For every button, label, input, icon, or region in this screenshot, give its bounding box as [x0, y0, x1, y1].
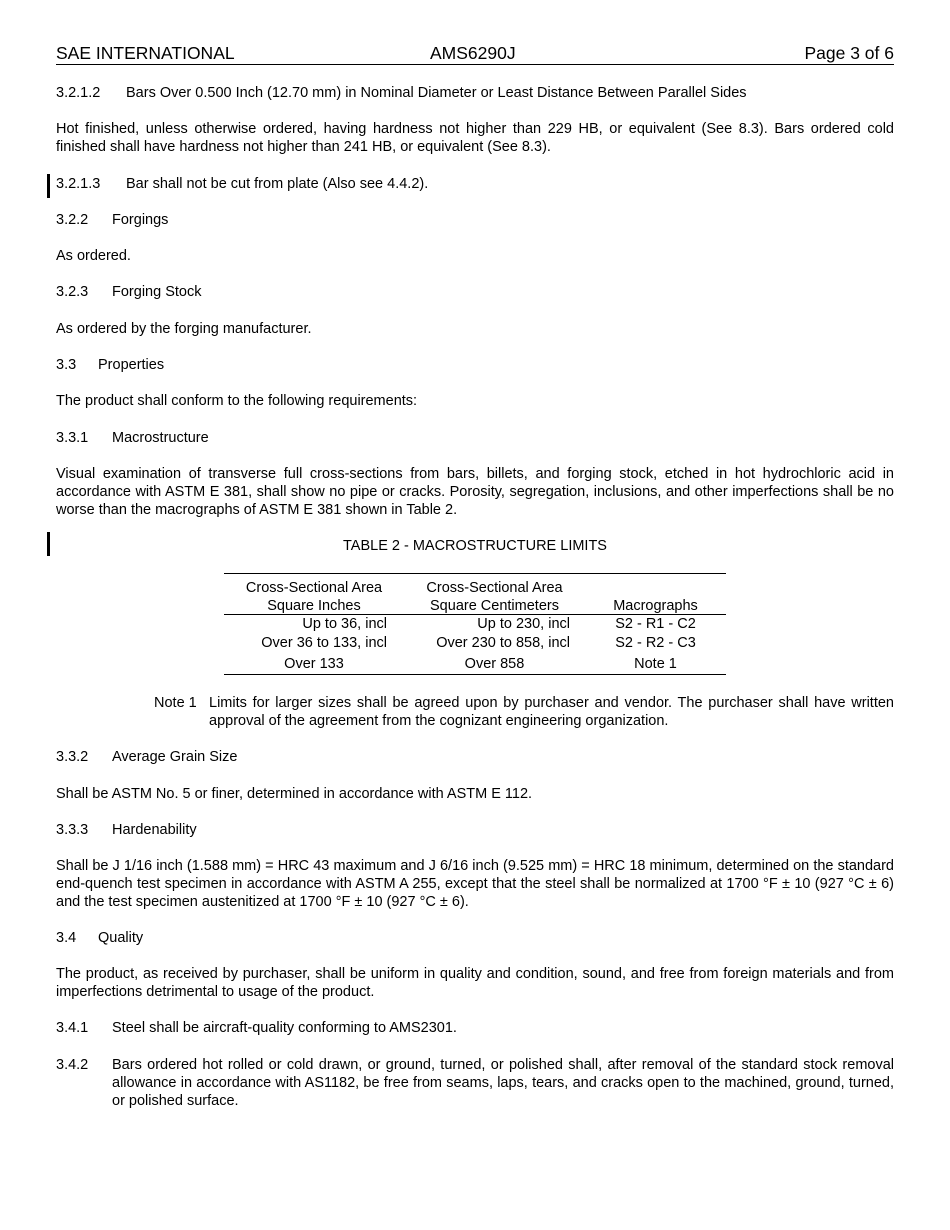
- section-text: Bar shall not be cut from plate (Also see 4.4.2).: [126, 176, 429, 192]
- header-page-number: Page 3 of 6: [804, 43, 894, 63]
- section-number: 3.3: [56, 357, 77, 373]
- section-34-body: The product, as received by purchaser, shall be uniform in quality and condition, sound, and free from foreign materials and from imperfections detrimental to usage of the product.: [56, 966, 894, 1000]
- section-331-heading: [56, 429, 894, 447]
- table-cell: S2 - R2 - C3: [615, 635, 696, 651]
- section-3213: [56, 175, 894, 193]
- table-top-rule: [224, 573, 726, 574]
- section-number: 3.4.2: [56, 1057, 89, 1073]
- table-header-cell: Cross-Sectional Area: [245, 580, 383, 596]
- table-cell: Over 36 to 133, incl: [261, 635, 387, 651]
- macrostructure-table: [224, 573, 726, 675]
- page-header: [56, 43, 894, 65]
- section-number: 3.2.3: [56, 284, 89, 300]
- section-text: Steel shall be aircraft-quality conforming to AMS2301.: [112, 1020, 457, 1036]
- section-title: Forging Stock: [112, 284, 202, 300]
- table-bottom-rule: [224, 674, 726, 675]
- section-number: 3.4.1: [56, 1020, 89, 1036]
- section-title: Quality: [98, 930, 144, 946]
- section-333-body: Shall be J 1/16 inch (1.588 mm) = HRC 43 maximum and J 6/16 inch (9.525 mm) = HRC 18 minimum, determined on the standard end-quench test specimen in accordance with ASTM A 255, except that the steel shall be normalized at 1700 °F ± 10 (927 °C ± 6) and the test specimen austenitized at 1700 °F ± 10 (927 °C ± 6).: [56, 858, 894, 910]
- section-34-heading: [56, 929, 894, 947]
- section-number: 3.2.2: [56, 212, 89, 228]
- section-number: 3.3.2: [56, 749, 89, 765]
- section-text: Bars ordered hot rolled or cold drawn, or ground, turned, or polished shall, after removal of the standard stock removal allowance in accordance with AS1182, be free from seams, laps, tears, and cracks open to the machined, ground, turned, or polished surface.: [112, 1057, 894, 1109]
- note-text: Limits for larger sizes shall be agreed upon by purchaser and vendor. The purchaser shall have written approval of the agreement from the cognizant engineering organization.: [209, 695, 894, 729]
- section-title: Bars Over 0.500 Inch (12.70 mm) in Nominal Diameter or Least Distance Between Parallel Sides: [126, 85, 747, 101]
- table-cell: Up to 230, incl: [477, 616, 570, 632]
- revision-change-bar: [47, 174, 50, 198]
- section-title: Average Grain Size: [112, 749, 238, 765]
- section-333-heading: [56, 821, 894, 839]
- section-322-heading: [56, 211, 894, 229]
- section-number: 3.2.1.3: [56, 176, 101, 192]
- section-title: Hardenability: [112, 822, 197, 838]
- header-org: SAE INTERNATIONAL: [56, 43, 235, 63]
- section-33-body: The product shall conform to the following requirements:: [56, 393, 418, 409]
- section-3212-body: Hot finished, unless otherwise ordered, having hardness not higher than 229 HB, or equivalent (See 8.3). Bars ordered cold finished shall have hardness not higher than 241 HB, or equivalent (See 8.3).: [56, 121, 894, 155]
- table-cell: Over 230 to 858, incl: [436, 635, 570, 651]
- section-322-body: As ordered.: [56, 248, 131, 264]
- table-header-cell: Cross-Sectional Area: [426, 580, 563, 596]
- table-header-cell: Square Inches: [267, 598, 361, 614]
- section-323-body: As ordered by the forging manufacturer.: [56, 321, 312, 337]
- section-title: Macrostructure: [112, 430, 209, 446]
- section-33-heading: [56, 356, 894, 374]
- section-331-body: Visual examination of transverse full cross-sections from bars, billets, and forging stock, etched in hot hydrochloric acid in accordance with ASTM E 381, shall show no pipe or cracks. Porosity, segregation, inclusions, and other imperfections shall be no worse than the macrographs of ASTM E 381 shown in Table 2.: [56, 466, 894, 518]
- header-doc-number: AMS6290J: [430, 43, 516, 63]
- section-332-heading: [56, 748, 894, 766]
- section-3212-heading: [56, 84, 894, 102]
- table-cell: Over 133: [284, 656, 344, 672]
- section-number: 3.4: [56, 930, 77, 946]
- note-label: Note 1: [154, 695, 197, 711]
- section-332-body: Shall be ASTM No. 5 or finer, determined in accordance with ASTM E 112.: [56, 786, 533, 802]
- table-header-cell: Square Centimeters: [430, 598, 559, 614]
- section-number: 3.2.1.2: [56, 85, 101, 101]
- section-number: 3.3.1: [56, 430, 89, 446]
- table-cell: Up to 36, incl: [302, 616, 387, 632]
- table-cell: Over 858: [464, 656, 525, 672]
- table-title: TABLE 2 - MACROSTRUCTURE LIMITS: [343, 538, 607, 554]
- section-number: 3.3.3: [56, 822, 89, 838]
- table-cell: Note 1: [634, 656, 677, 672]
- section-title: Properties: [98, 357, 165, 373]
- table-header-cell: Macrographs: [613, 598, 698, 614]
- section-323-heading: [56, 283, 894, 301]
- table-cell: S2 - R1 - C2: [615, 616, 696, 632]
- section-title: Forgings: [112, 212, 169, 228]
